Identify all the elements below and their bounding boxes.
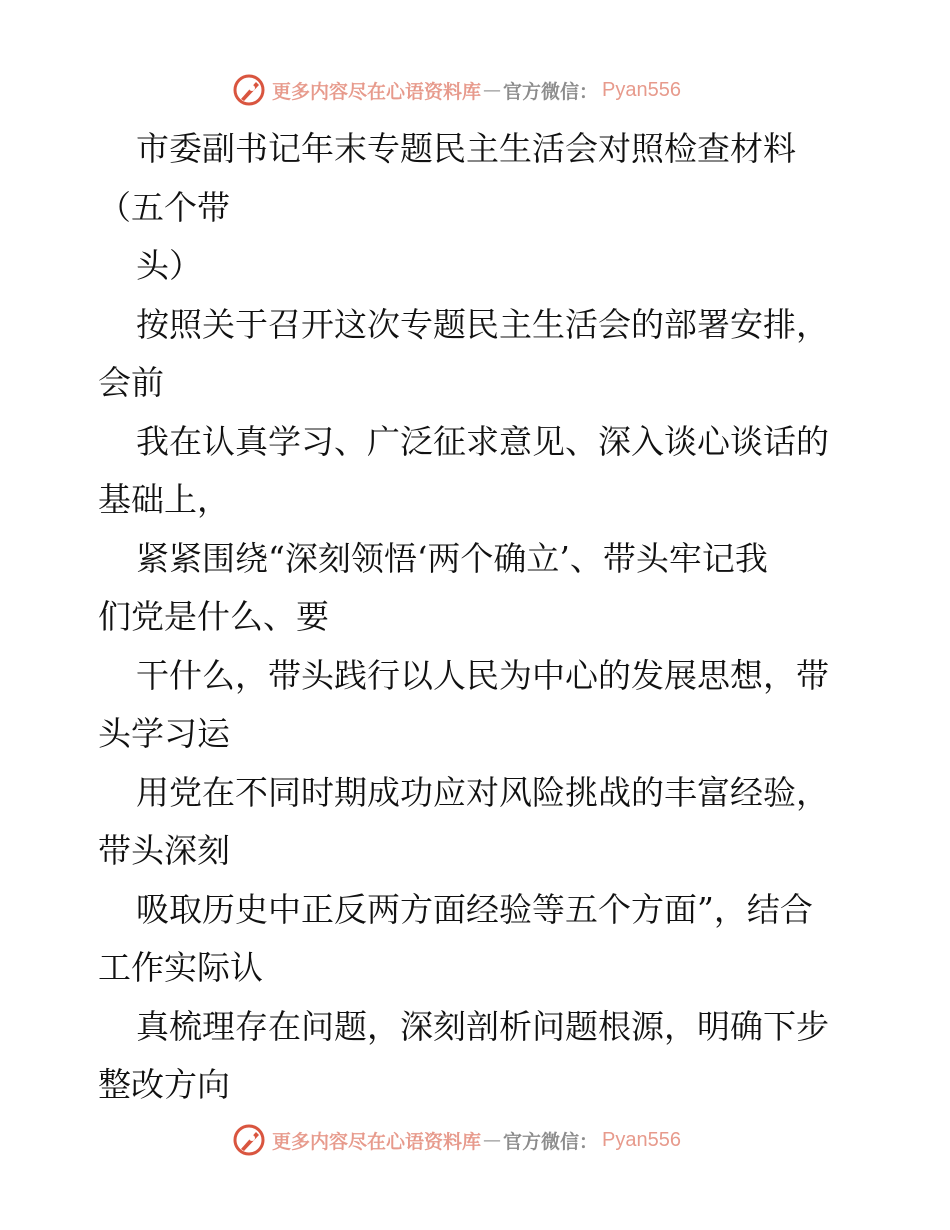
document-body [98,120,858,1115]
header-banner [232,70,752,110]
banner-dash: — [483,79,502,101]
banner-wechat-label: 官方微信： [503,80,599,103]
doc-line: 市委副书记年末专题民主生活会对照检查材料 [136,129,796,168]
pen-logo-icon [232,1123,266,1157]
doc-line: 真梳理存在问题，深刻剖析问题根源，明确下步 [136,1006,829,1046]
banner-handle: Pyan556 [602,78,681,101]
footer-banner [232,1120,752,1160]
doc-line: 头学习运 [98,714,230,753]
doc-line: （五个带 [98,187,230,227]
doc-line: 吸取历史中正反两方面经验等五个方面”，结合 [136,889,813,929]
doc-line: 带头深刻 [98,831,230,870]
doc-line: 工作实际认 [98,948,263,987]
doc-line: 我在认真学习、广泛征求意见、深入谈心谈话的 [136,421,829,461]
doc-line: 头） [136,246,202,285]
doc-line: 基础上， [98,480,230,519]
doc-line: 整改方向 [98,1065,230,1104]
banner-handle: Pyan556 [602,1128,681,1151]
banner-text: 更多内容尽在心语资料库 [272,1130,482,1153]
doc-line: 们党是什么、要 [98,597,329,636]
doc-line: 会前 [98,363,164,402]
pen-logo-icon [232,73,266,107]
banner-dash: — [483,1129,502,1151]
doc-line: 紧紧围绕“深刻领悟‘两个确立’、带头牢记我 [136,538,768,578]
doc-line: 按照关于召开这次专题民主生活会的部署安排， [136,304,829,344]
doc-line: 用党在不同时期成功应对风险挑战的丰富经验， [136,772,829,812]
doc-line: 干什么，带头践行以人民为中心的发展思想，带 [136,655,829,695]
banner-text: 更多内容尽在心语资料库 [272,80,482,103]
banner-wechat-label: 官方微信： [503,1130,599,1153]
